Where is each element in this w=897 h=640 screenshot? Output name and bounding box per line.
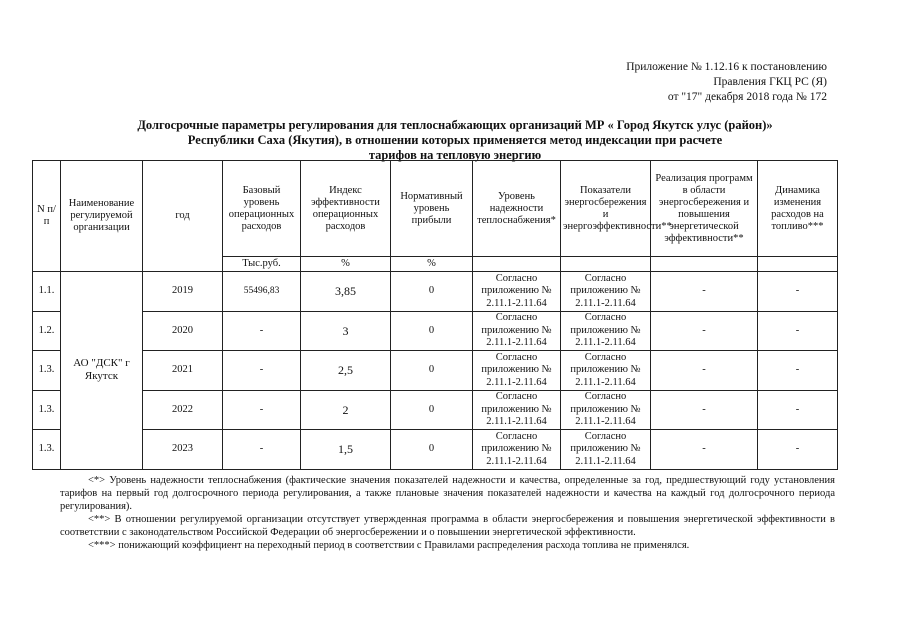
row-number: 1.2. xyxy=(33,311,61,351)
header-line-1: Приложение № 1.12.16 к постановлению xyxy=(626,61,827,73)
row-reliability: Согласно приложению № 2.11.1-2.11.64 xyxy=(473,430,561,470)
row-year: 2021 xyxy=(143,351,223,391)
column-header-fuel-dynamics: Динамика изменения расходов на топливо*** xyxy=(758,161,838,257)
row-fuel-dynamics: - xyxy=(758,272,838,312)
row-base-level: - xyxy=(223,430,301,470)
row-year: 2023 xyxy=(143,430,223,470)
row-energy-saving: Согласно приложению № 2.11.1-2.11.64 xyxy=(561,311,651,351)
column-header-profit-level: Нормативный уровень прибыли xyxy=(391,161,473,257)
row-efficiency-index: 2,5 xyxy=(301,351,391,391)
table-row xyxy=(33,272,838,312)
footnote-fuel: <***> понижающий коэффициент на переходный период в соответствии с Правилами распределения расхода топлива не применялся. xyxy=(88,540,690,551)
row-efficiency-index: 1,5 xyxy=(301,430,391,470)
row-year: 2022 xyxy=(143,390,223,430)
parameters-table-container xyxy=(32,160,837,470)
column-header-number: N п/п xyxy=(33,161,61,272)
row-reliability: Согласно приложению № 2.11.1-2.11.64 xyxy=(473,311,561,351)
unit-fuel-dynamics xyxy=(758,257,838,272)
unit-reliability xyxy=(473,257,561,272)
row-reliability: Согласно приложению № 2.11.1-2.11.64 xyxy=(473,272,561,312)
header-line-2: Правления ГКЦ РС (Я) xyxy=(713,76,827,88)
unit-energy-saving xyxy=(561,257,651,272)
row-year: 2019 xyxy=(143,272,223,312)
table-row xyxy=(33,390,838,430)
row-fuel-dynamics: - xyxy=(758,351,838,391)
row-year: 2020 xyxy=(143,311,223,351)
row-programs: - xyxy=(651,430,758,470)
row-number: 1.3. xyxy=(33,351,61,391)
row-reliability: Согласно приложению № 2.11.1-2.11.64 xyxy=(473,390,561,430)
column-header-year: год xyxy=(143,161,223,272)
row-profit-level: 0 xyxy=(391,272,473,312)
row-base-level: 55496,83 xyxy=(223,272,301,312)
title-line-2: Республики Саха (Якутия), в отношении которых применяется метод индексации при расчете xyxy=(187,133,723,147)
table-row xyxy=(33,351,838,391)
row-fuel-dynamics: - xyxy=(758,311,838,351)
row-programs: - xyxy=(651,351,758,391)
table-row xyxy=(33,311,838,351)
row-fuel-dynamics: - xyxy=(758,390,838,430)
row-number: 1.3. xyxy=(33,430,61,470)
row-profit-level: 0 xyxy=(391,390,473,430)
row-base-level: - xyxy=(223,351,301,391)
unit-profit-level: % xyxy=(391,257,473,272)
row-energy-saving: Согласно приложению № 2.11.1-2.11.64 xyxy=(561,351,651,391)
row-base-level: - xyxy=(223,390,301,430)
row-programs: - xyxy=(651,390,758,430)
row-profit-level: 0 xyxy=(391,430,473,470)
footnotes xyxy=(60,474,835,552)
row-profit-level: 0 xyxy=(391,311,473,351)
row-energy-saving: Согласно приложению № 2.11.1-2.11.64 xyxy=(561,272,651,312)
unit-programs xyxy=(651,257,758,272)
row-energy-saving: Согласно приложению № 2.11.1-2.11.64 xyxy=(561,430,651,470)
column-header-efficiency-index: Индекс эффективности операционных расходов xyxy=(301,161,391,257)
column-header-programs: Реализация программ в области энергосбережения и повышения энергетической эффективности** xyxy=(651,161,758,257)
document-header xyxy=(626,60,827,105)
title-line-1: Долгосрочные параметры регулирования для теплоснабжающих организаций МР « Город Якутск улус (район)» xyxy=(137,118,773,132)
row-base-level: - xyxy=(223,311,301,351)
row-efficiency-index: 2 xyxy=(301,390,391,430)
column-header-energy-saving: Показатели энергосбережения и энергоэффективности** xyxy=(561,161,651,257)
document-title xyxy=(60,118,850,163)
column-header-organization: Наименование регулируемой организации xyxy=(61,161,143,272)
row-energy-saving: Согласно приложению № 2.11.1-2.11.64 xyxy=(561,390,651,430)
row-programs: - xyxy=(651,272,758,312)
row-reliability: Согласно приложению № 2.11.1-2.11.64 xyxy=(473,351,561,391)
row-efficiency-index: 3,85 xyxy=(301,272,391,312)
row-fuel-dynamics: - xyxy=(758,430,838,470)
unit-efficiency-index: % xyxy=(301,257,391,272)
table-row xyxy=(33,430,838,470)
unit-base-level: Тыс.руб. xyxy=(223,257,301,272)
row-programs: - xyxy=(651,311,758,351)
column-header-base-level: Базовый уровень операционных расходов xyxy=(223,161,301,257)
parameters-table xyxy=(32,160,838,470)
row-efficiency-index: 3 xyxy=(301,311,391,351)
row-profit-level: 0 xyxy=(391,351,473,391)
footnote-reliability: <*> Уровень надежности теплоснабжения (фактические значения показателей надежности и качества, определенные за год, предшествующий году установления тарифов на первый год долгосрочного периода регулирования, а также плановые значения показателей надежности и качества на каждый год долгосрочного периода регулирования). xyxy=(60,475,835,512)
organization-name: АО "ДСК" г Якутск xyxy=(61,272,143,470)
row-number: 1.3. xyxy=(33,390,61,430)
footnote-energy-program: <**> В отношении регулируемой организации отсутствует утвержденная программа в области энергосбережения и повышения энергетической эффективности в соответствии с законодательством Российской Федерации об энергосбережении и о повышении энергетической эффективности. xyxy=(60,514,835,538)
table-header-row xyxy=(33,161,838,257)
column-header-reliability: Уровень надежности теплоснабжения* xyxy=(473,161,561,257)
title-line-3: тарифов на тепловую энергию xyxy=(368,148,542,162)
header-line-3: от "17" декабря 2018 года № 172 xyxy=(667,91,827,103)
row-number: 1.1. xyxy=(33,272,61,312)
